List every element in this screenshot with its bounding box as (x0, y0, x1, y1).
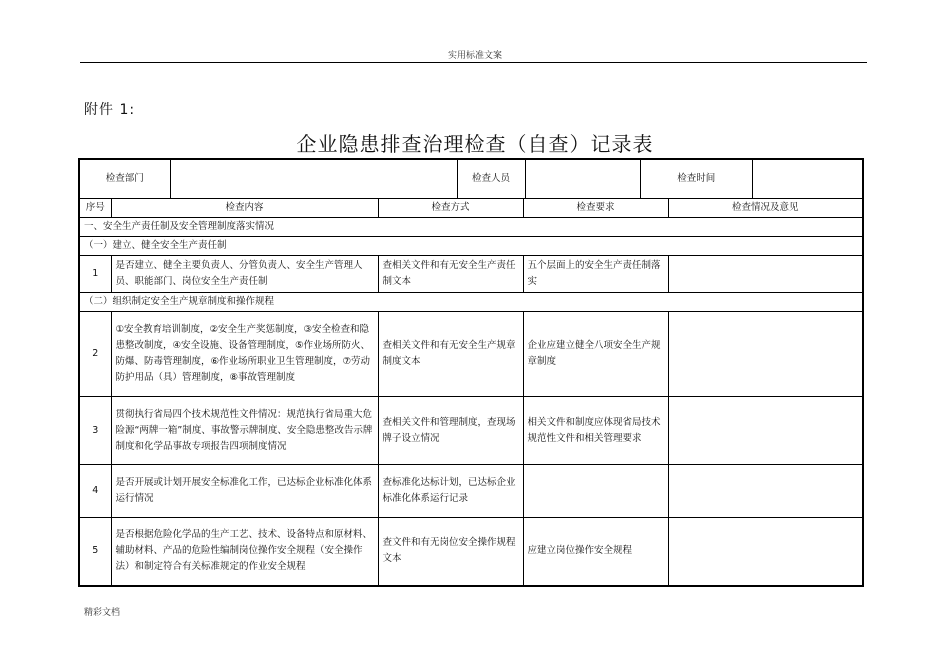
row-num: 2 (79, 312, 111, 397)
col-header-content: 检查内容 (111, 199, 378, 218)
row-num: 5 (79, 518, 111, 586)
time-value-field[interactable] (753, 160, 865, 198)
table-row (79, 518, 863, 586)
row-result-field[interactable] (668, 465, 863, 518)
row-result-field[interactable] (668, 397, 863, 465)
row-requirement: 应建立岗位操作安全规程 (523, 518, 668, 586)
section-row-1 (79, 218, 863, 237)
page-header-text: 实用标准文案 (447, 51, 502, 61)
dept-value-field[interactable] (170, 160, 457, 198)
inspection-record-table (78, 158, 864, 587)
subsection-heading-1: （一）建立、健全安全生产责任制 (79, 237, 863, 256)
person-value-field[interactable] (525, 160, 640, 198)
col-header-requirement: 检查要求 (523, 199, 668, 218)
table-row (79, 256, 863, 293)
row-requirement: 相关文件和制度应体现省局技术规范性文件和相关管理要求 (523, 397, 668, 465)
col-header-result: 检查情况及意见 (668, 199, 863, 218)
row-requirement: 五个层面上的安全生产责任制落实 (523, 256, 668, 293)
col-header-method: 检查方式 (378, 199, 523, 218)
row-result-field[interactable] (668, 312, 863, 397)
row-method: 查相关文件和有无安全生产规章制度文本 (378, 312, 523, 397)
row-method: 查文件和有无岗位安全操作规程文本 (378, 518, 523, 586)
row-content: 贯彻执行省局四个技术规范性文件情况：规范执行省局重大危险源“两牌一箱”制度、事故警示牌制度、安全隐患整改告示牌制度和化学品事故专项报告四项制度情况 (111, 397, 378, 465)
document-title: 企业隐患排查治理检查（自查）记录表 (296, 132, 654, 156)
col-header-num: 序号 (79, 199, 111, 218)
table-row (79, 397, 863, 465)
row-num: 3 (79, 397, 111, 465)
row-content: ①安全教育培训制度，②安全生产奖惩制度，③安全检查和隐患整改制度，④安全设施、设备管理制度，⑤作业场所防火、防爆、防毒管理制度，⑥作业场所职业卫生管理制度，⑦劳动防护用品（具）管理制度，⑧事故管理制度 (111, 312, 378, 397)
row-content: 是否开展或计划开展安全标准化工作，已达标企业标准化体系运行情况 (111, 465, 378, 518)
row-method: 查相关文件和管理制度，查现场牌子设立情况 (378, 397, 523, 465)
person-label: 检查人员 (457, 160, 525, 198)
subsection-row-1 (79, 237, 863, 256)
row-result-field[interactable] (668, 518, 863, 586)
header-rule (80, 62, 867, 63)
table-row (79, 312, 863, 397)
meta-row (79, 159, 863, 199)
row-content: 是否建立、健全主要负责人、分管负责人、安全生产管理人员、职能部门、岗位安全生产责任制 (111, 256, 378, 293)
row-method: 查标准化达标计划，已达标企业标准化体系运行记录 (378, 465, 523, 518)
subsection-heading-2: （二）组织制定安全生产规章制度和操作规程 (79, 293, 863, 312)
column-header-row (79, 199, 863, 218)
row-num: 4 (79, 465, 111, 518)
row-method: 查相关文件和有无安全生产责任制文本 (378, 256, 523, 293)
table-row (79, 465, 863, 518)
attachment-label: 附件 1: (84, 102, 136, 118)
row-requirement (523, 465, 668, 518)
row-num: 1 (79, 256, 111, 293)
section-heading-1: 一、安全生产责任制及安全管理制度落实情况 (79, 218, 863, 237)
row-requirement: 企业应建立健全八项安全生产规章制度 (523, 312, 668, 397)
dept-label: 检查部门 (80, 160, 170, 198)
time-label: 检查时间 (677, 173, 716, 184)
subsection-row-2 (79, 293, 863, 312)
row-result-field[interactable] (668, 256, 863, 293)
row-content: 是否根据危险化学品的生产工艺、技术、设备特点和原材料、辅助材料、产品的危险性编制岗位操作安全规程（安全操作法）和制定符合有关标准规定的作业安全规程 (111, 518, 378, 586)
page-footer-text: 精彩文档 (84, 608, 121, 618)
